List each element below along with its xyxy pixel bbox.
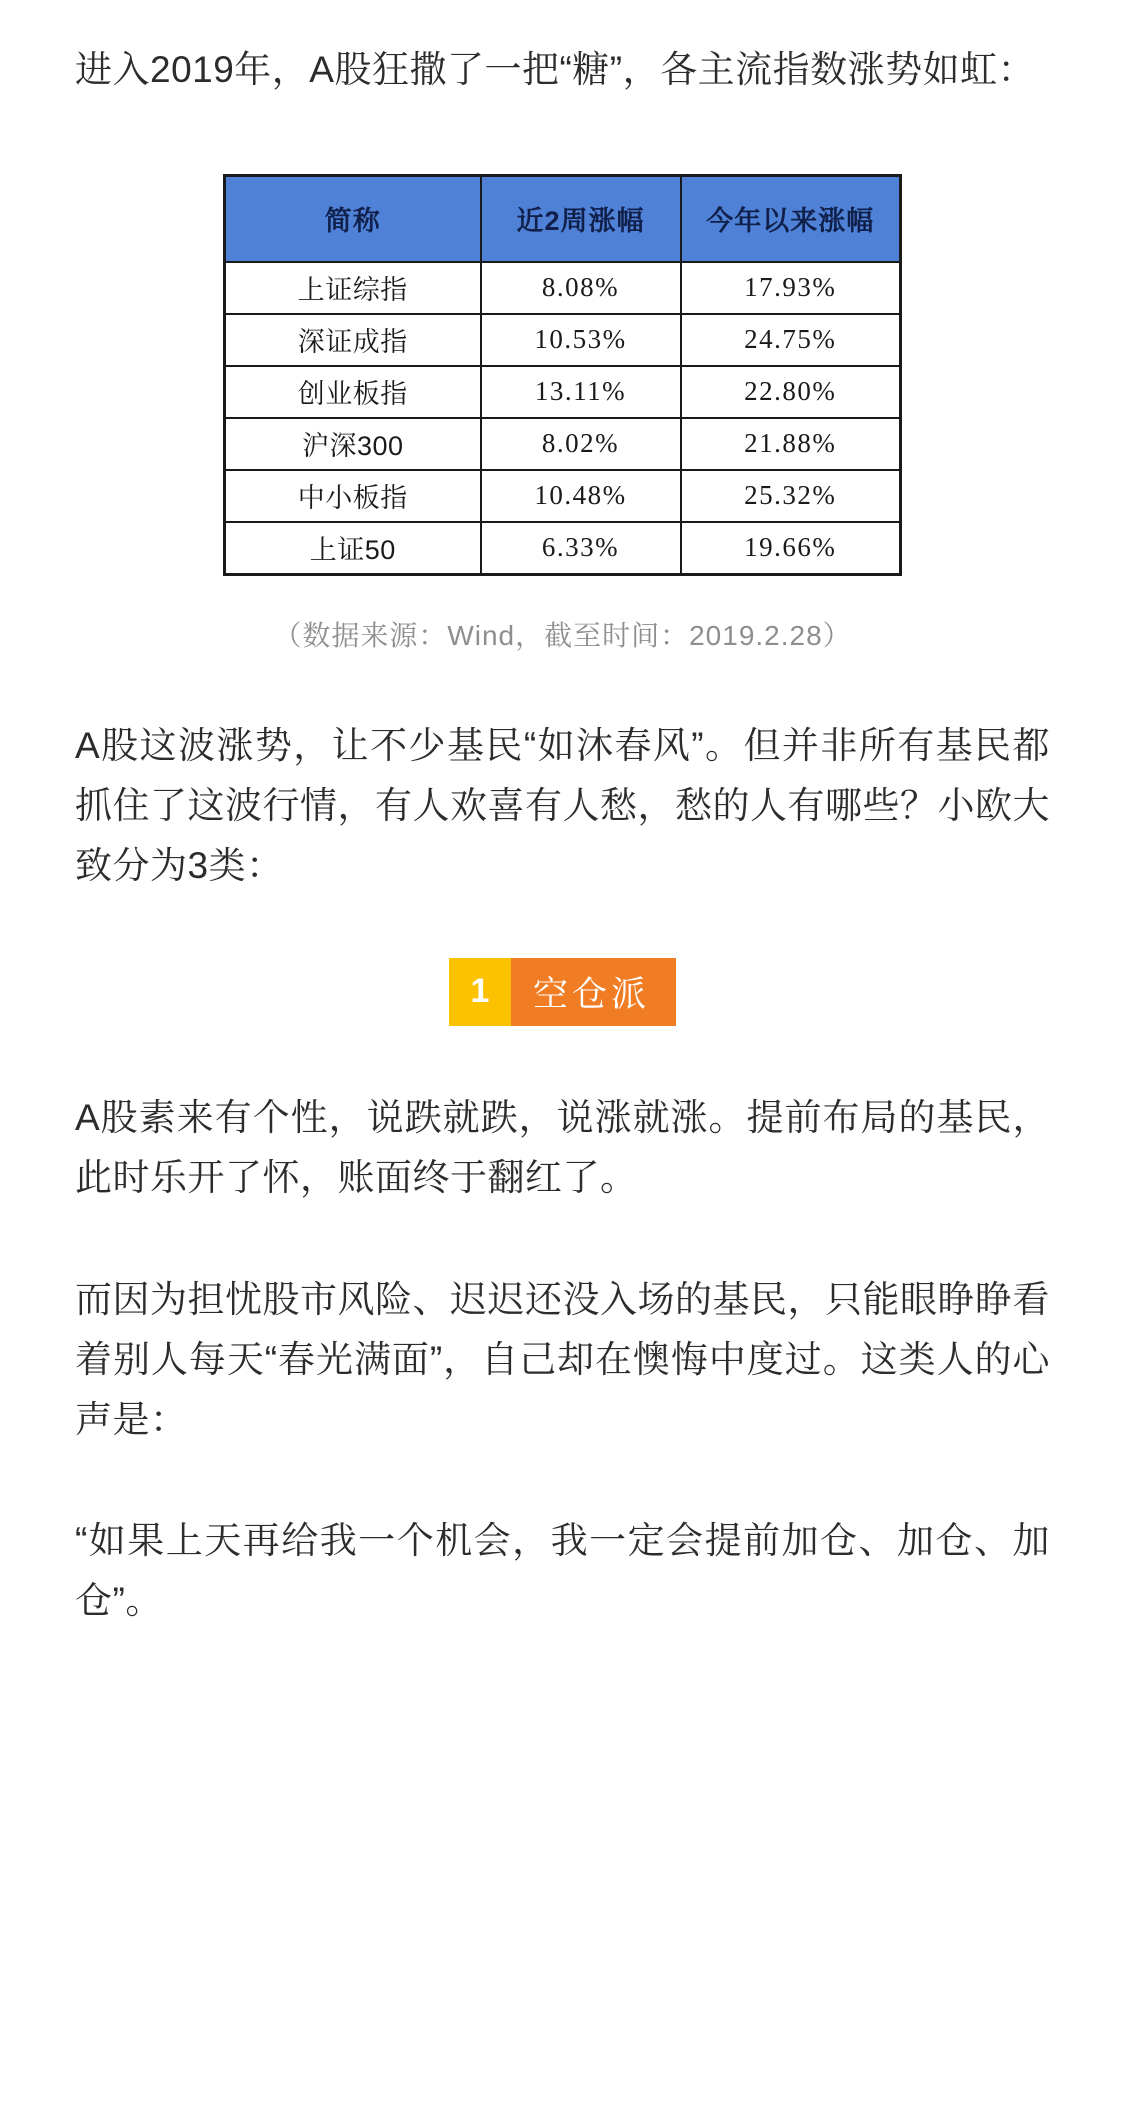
spacer [75,1449,1050,1511]
spacer [75,896,1050,958]
column-header-ytd: 今年以来涨幅 [681,175,901,262]
table-row [225,418,901,470]
section-badge-label: 空仓派 [511,958,676,1026]
cell-ytd: 24.75% [681,314,901,366]
spacer [75,654,1050,716]
spacer [75,100,1050,162]
cell-ytd: 21.88% [681,418,901,470]
cell-two-week: 10.53% [481,314,681,366]
section-badge-number: 1 [449,958,511,1026]
cell-index-name: 上证综指 [225,262,481,314]
index-performance-table [223,174,902,576]
cell-ytd: 17.93% [681,262,901,314]
table-row [225,470,901,522]
cell-index-name: 中小板指 [225,470,481,522]
cell-index-name: 深证成指 [225,314,481,366]
cell-index-name: 创业板指 [225,366,481,418]
cell-index-name: 上证50 [225,522,481,575]
data-source-note: （数据来源：Wind，截至时间：2019.2.28） [273,619,852,651]
table-row [225,522,901,575]
cell-ytd: 22.80% [681,366,901,418]
index-performance-table-wrapper [75,174,1050,576]
cell-two-week: 8.08% [481,262,681,314]
cell-index-name: 沪深300 [225,418,481,470]
paragraph-5: “如果上天再给我一个机会，我一定会提前加仓、加仓、加仓”。 [75,1520,1050,1622]
cell-two-week: 6.33% [481,522,681,575]
intro-paragraph: 进入2019年，A股狂撒了一把“糖”，各主流指数涨势如虹： [75,49,1036,90]
cell-two-week: 13.11% [481,366,681,418]
table-row [225,366,901,418]
table-row [225,314,901,366]
spacer [75,1208,1050,1270]
cell-two-week: 10.48% [481,470,681,522]
section-badge-row [75,958,1050,1026]
column-header-name: 简称 [225,175,481,262]
cell-two-week: 8.02% [481,418,681,470]
table-header-row [225,175,901,262]
table-row [225,262,901,314]
spacer [75,1026,1050,1088]
paragraph-4: 而因为担忧股市风险、迟迟还没入场的基民，只能眼睁睁看着别人每天“春光满面”，自己却在懊悔中度过。这类人的心声是： [75,1278,1050,1440]
paragraph-3: A股素来有个性，说跌就跌，说涨就涨。提前布局的基民，此时乐开了怀，账面终于翻红了。 [75,1096,1050,1198]
paragraph-2: A股这波涨势，让不少基民“如沐春风”。但并非所有基民都抓住了这波行情，有人欢喜有人愁，愁的人有哪些？小欧大致分为3类： [75,724,1050,886]
section-badge [449,958,676,1026]
cell-ytd: 25.32% [681,470,901,522]
column-header-two-week: 近2周涨幅 [481,175,681,262]
cell-ytd: 19.66% [681,522,901,575]
